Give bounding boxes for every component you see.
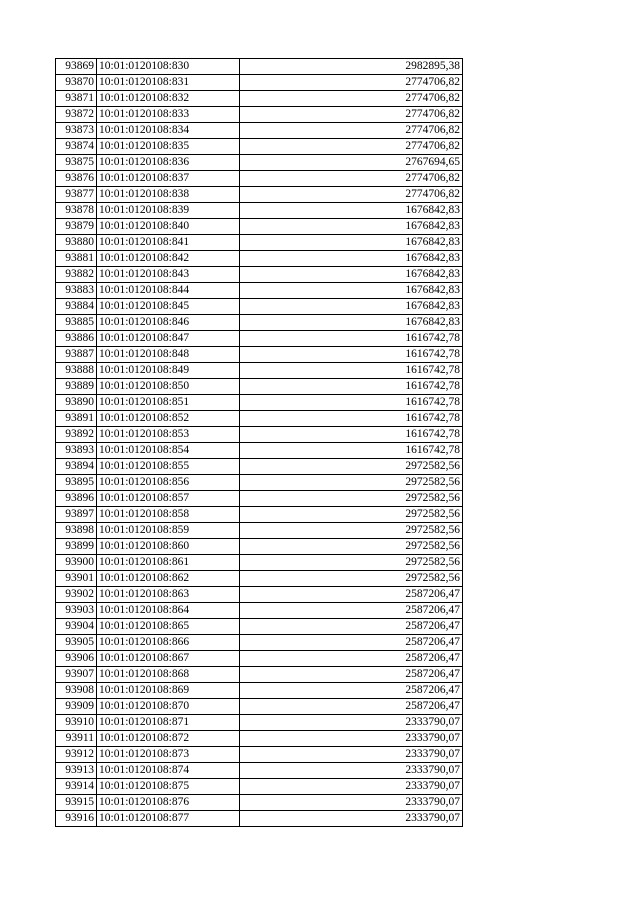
- row-number-cell: 93882: [56, 267, 97, 283]
- cadastral-number-cell: 10:01:0120108:848: [97, 347, 240, 363]
- cadastral-number-cell: 10:01:0120108:855: [97, 459, 240, 475]
- amount-cell: 1616742,78: [240, 379, 463, 395]
- cadastral-number-cell: 10:01:0120108:865: [97, 619, 240, 635]
- table-row: [56, 635, 463, 651]
- cadastral-number-cell: 10:01:0120108:856: [97, 475, 240, 491]
- amount-cell: 2774706,82: [240, 75, 463, 91]
- table-row: [56, 347, 463, 363]
- table-row: [56, 459, 463, 475]
- table-body: [56, 59, 463, 827]
- table-row: [56, 779, 463, 795]
- cadastral-number-cell: 10:01:0120108:852: [97, 411, 240, 427]
- table-row: [56, 219, 463, 235]
- row-number-cell: 93911: [56, 731, 97, 747]
- amount-cell: 1676842,83: [240, 203, 463, 219]
- row-number-cell: 93901: [56, 571, 97, 587]
- amount-cell: 1676842,83: [240, 219, 463, 235]
- row-number-cell: 93912: [56, 747, 97, 763]
- row-number-cell: 93874: [56, 139, 97, 155]
- table-row: [56, 171, 463, 187]
- cadastral-number-cell: 10:01:0120108:831: [97, 75, 240, 91]
- table-row: [56, 395, 463, 411]
- row-number-cell: 93905: [56, 635, 97, 651]
- amount-cell: 1616742,78: [240, 427, 463, 443]
- table-row: [56, 235, 463, 251]
- row-number-cell: 93897: [56, 507, 97, 523]
- table-row: [56, 603, 463, 619]
- table-row: [56, 763, 463, 779]
- amount-cell: 2972582,56: [240, 475, 463, 491]
- table-row: [56, 795, 463, 811]
- cadastral-number-cell: 10:01:0120108:844: [97, 283, 240, 299]
- row-number-cell: 93873: [56, 123, 97, 139]
- amount-cell: 2972582,56: [240, 539, 463, 555]
- table-row: [56, 475, 463, 491]
- row-number-cell: 93875: [56, 155, 97, 171]
- amount-cell: 1616742,78: [240, 411, 463, 427]
- cadastral-number-cell: 10:01:0120108:863: [97, 587, 240, 603]
- cadastral-number-cell: 10:01:0120108:840: [97, 219, 240, 235]
- cadastral-number-cell: 10:01:0120108:857: [97, 491, 240, 507]
- cadastral-number-cell: 10:01:0120108:839: [97, 203, 240, 219]
- amount-cell: 2333790,07: [240, 795, 463, 811]
- cadastral-number-cell: 10:01:0120108:874: [97, 763, 240, 779]
- table-row: [56, 491, 463, 507]
- amount-cell: 1676842,83: [240, 299, 463, 315]
- cadastral-number-cell: 10:01:0120108:849: [97, 363, 240, 379]
- amount-cell: 2587206,47: [240, 635, 463, 651]
- amount-cell: 1616742,78: [240, 395, 463, 411]
- cadastral-number-cell: 10:01:0120108:869: [97, 683, 240, 699]
- row-number-cell: 93904: [56, 619, 97, 635]
- table-row: [56, 203, 463, 219]
- data-table: [55, 58, 463, 827]
- cadastral-number-cell: 10:01:0120108:868: [97, 667, 240, 683]
- cadastral-number-cell: 10:01:0120108:877: [97, 811, 240, 827]
- row-number-cell: 93887: [56, 347, 97, 363]
- amount-cell: 1616742,78: [240, 443, 463, 459]
- table-row: [56, 123, 463, 139]
- cadastral-number-cell: 10:01:0120108:854: [97, 443, 240, 459]
- table-row: [56, 699, 463, 715]
- cadastral-number-cell: 10:01:0120108:871: [97, 715, 240, 731]
- cadastral-number-cell: 10:01:0120108:872: [97, 731, 240, 747]
- cadastral-number-cell: 10:01:0120108:833: [97, 107, 240, 123]
- cadastral-number-cell: 10:01:0120108:847: [97, 331, 240, 347]
- row-number-cell: 93894: [56, 459, 97, 475]
- table-row: [56, 267, 463, 283]
- row-number-cell: 93871: [56, 91, 97, 107]
- amount-cell: 2774706,82: [240, 139, 463, 155]
- row-number-cell: 93869: [56, 59, 97, 75]
- table-row: [56, 187, 463, 203]
- row-number-cell: 93900: [56, 555, 97, 571]
- cadastral-number-cell: 10:01:0120108:875: [97, 779, 240, 795]
- amount-cell: 2972582,56: [240, 507, 463, 523]
- amount-cell: 2587206,47: [240, 587, 463, 603]
- amount-cell: 2333790,07: [240, 731, 463, 747]
- row-number-cell: 93872: [56, 107, 97, 123]
- row-number-cell: 93886: [56, 331, 97, 347]
- table-row: [56, 667, 463, 683]
- amount-cell: 2972582,56: [240, 555, 463, 571]
- table-row: [56, 731, 463, 747]
- row-number-cell: 93883: [56, 283, 97, 299]
- table-row: [56, 443, 463, 459]
- cadastral-number-cell: 10:01:0120108:838: [97, 187, 240, 203]
- cadastral-number-cell: 10:01:0120108:860: [97, 539, 240, 555]
- cadastral-number-cell: 10:01:0120108:866: [97, 635, 240, 651]
- amount-cell: 2587206,47: [240, 651, 463, 667]
- cadastral-number-cell: 10:01:0120108:862: [97, 571, 240, 587]
- amount-cell: 2333790,07: [240, 811, 463, 827]
- amount-cell: 2333790,07: [240, 715, 463, 731]
- amount-cell: 2972582,56: [240, 459, 463, 475]
- table-row: [56, 555, 463, 571]
- amount-cell: 2774706,82: [240, 91, 463, 107]
- amount-cell: 2774706,82: [240, 107, 463, 123]
- row-number-cell: 93913: [56, 763, 97, 779]
- cadastral-number-cell: 10:01:0120108:835: [97, 139, 240, 155]
- table-row: [56, 155, 463, 171]
- table-row: [56, 411, 463, 427]
- row-number-cell: 93885: [56, 315, 97, 331]
- table-row: [56, 427, 463, 443]
- row-number-cell: 93906: [56, 651, 97, 667]
- row-number-cell: 93884: [56, 299, 97, 315]
- row-number-cell: 93892: [56, 427, 97, 443]
- table-row: [56, 539, 463, 555]
- amount-cell: 1616742,78: [240, 363, 463, 379]
- table-row: [56, 587, 463, 603]
- row-number-cell: 93890: [56, 395, 97, 411]
- cadastral-number-cell: 10:01:0120108:870: [97, 699, 240, 715]
- cadastral-number-cell: 10:01:0120108:836: [97, 155, 240, 171]
- amount-cell: 2972582,56: [240, 571, 463, 587]
- row-number-cell: 93888: [56, 363, 97, 379]
- row-number-cell: 93902: [56, 587, 97, 603]
- cadastral-number-cell: 10:01:0120108:876: [97, 795, 240, 811]
- cadastral-number-cell: 10:01:0120108:846: [97, 315, 240, 331]
- table-row: [56, 331, 463, 347]
- row-number-cell: 93908: [56, 683, 97, 699]
- table-row: [56, 619, 463, 635]
- amount-cell: 2774706,82: [240, 171, 463, 187]
- row-number-cell: 93877: [56, 187, 97, 203]
- table-row: [56, 363, 463, 379]
- cadastral-number-cell: 10:01:0120108:853: [97, 427, 240, 443]
- amount-cell: 2982895,38: [240, 59, 463, 75]
- cadastral-number-cell: 10:01:0120108:873: [97, 747, 240, 763]
- amount-cell: 2767694,65: [240, 155, 463, 171]
- table-row: [56, 91, 463, 107]
- cadastral-number-cell: 10:01:0120108:864: [97, 603, 240, 619]
- table-row: [56, 571, 463, 587]
- table-row: [56, 715, 463, 731]
- amount-cell: 2333790,07: [240, 747, 463, 763]
- amount-cell: 1676842,83: [240, 267, 463, 283]
- table-row: [56, 315, 463, 331]
- row-number-cell: 93891: [56, 411, 97, 427]
- amount-cell: 2587206,47: [240, 619, 463, 635]
- row-number-cell: 93907: [56, 667, 97, 683]
- table-row: [56, 59, 463, 75]
- amount-cell: 2972582,56: [240, 523, 463, 539]
- row-number-cell: 93903: [56, 603, 97, 619]
- table-row: [56, 251, 463, 267]
- cadastral-number-cell: 10:01:0120108:837: [97, 171, 240, 187]
- row-number-cell: 93895: [56, 475, 97, 491]
- table-row: [56, 107, 463, 123]
- cadastral-number-cell: 10:01:0120108:859: [97, 523, 240, 539]
- table-row: [56, 283, 463, 299]
- row-number-cell: 93915: [56, 795, 97, 811]
- amount-cell: 1676842,83: [240, 283, 463, 299]
- cadastral-number-cell: 10:01:0120108:845: [97, 299, 240, 315]
- amount-cell: 2774706,82: [240, 123, 463, 139]
- amount-cell: 1616742,78: [240, 347, 463, 363]
- amount-cell: 2587206,47: [240, 699, 463, 715]
- amount-cell: 1676842,83: [240, 251, 463, 267]
- cadastral-number-cell: 10:01:0120108:850: [97, 379, 240, 395]
- row-number-cell: 93916: [56, 811, 97, 827]
- amount-cell: 2333790,07: [240, 779, 463, 795]
- table-row: [56, 299, 463, 315]
- table-row: [56, 75, 463, 91]
- row-number-cell: 93896: [56, 491, 97, 507]
- table-row: [56, 507, 463, 523]
- row-number-cell: 93898: [56, 523, 97, 539]
- amount-cell: 1616742,78: [240, 331, 463, 347]
- amount-cell: 2587206,47: [240, 683, 463, 699]
- amount-cell: 2333790,07: [240, 763, 463, 779]
- cadastral-number-cell: 10:01:0120108:841: [97, 235, 240, 251]
- cadastral-number-cell: 10:01:0120108:867: [97, 651, 240, 667]
- cadastral-number-cell: 10:01:0120108:832: [97, 91, 240, 107]
- cadastral-number-cell: 10:01:0120108:851: [97, 395, 240, 411]
- row-number-cell: 93876: [56, 171, 97, 187]
- table-row: [56, 811, 463, 827]
- cadastral-number-cell: 10:01:0120108:842: [97, 251, 240, 267]
- row-number-cell: 93899: [56, 539, 97, 555]
- row-number-cell: 93880: [56, 235, 97, 251]
- row-number-cell: 93893: [56, 443, 97, 459]
- row-number-cell: 93914: [56, 779, 97, 795]
- row-number-cell: 93889: [56, 379, 97, 395]
- cadastral-number-cell: 10:01:0120108:834: [97, 123, 240, 139]
- table-row: [56, 139, 463, 155]
- cadastral-number-cell: 10:01:0120108:830: [97, 59, 240, 75]
- row-number-cell: 93870: [56, 75, 97, 91]
- table-row: [56, 747, 463, 763]
- cadastral-number-cell: 10:01:0120108:843: [97, 267, 240, 283]
- amount-cell: 2587206,47: [240, 603, 463, 619]
- amount-cell: 2587206,47: [240, 667, 463, 683]
- row-number-cell: 93909: [56, 699, 97, 715]
- amount-cell: 2972582,56: [240, 491, 463, 507]
- row-number-cell: 93879: [56, 219, 97, 235]
- amount-cell: 2774706,82: [240, 187, 463, 203]
- cadastral-number-cell: 10:01:0120108:858: [97, 507, 240, 523]
- row-number-cell: 93878: [56, 203, 97, 219]
- amount-cell: 1676842,83: [240, 235, 463, 251]
- row-number-cell: 93910: [56, 715, 97, 731]
- table-row: [56, 523, 463, 539]
- table-row: [56, 651, 463, 667]
- table-row: [56, 683, 463, 699]
- cadastral-number-cell: 10:01:0120108:861: [97, 555, 240, 571]
- row-number-cell: 93881: [56, 251, 97, 267]
- table-row: [56, 379, 463, 395]
- amount-cell: 1676842,83: [240, 315, 463, 331]
